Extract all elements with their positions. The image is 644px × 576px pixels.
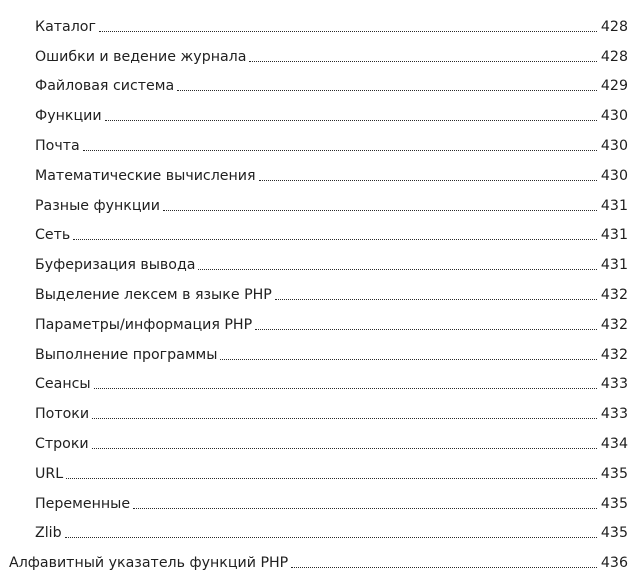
dot-leader	[198, 269, 597, 270]
toc-entry[interactable]	[0, 129, 644, 159]
dot-leader	[105, 120, 597, 121]
dot-leader	[66, 478, 597, 479]
toc-page-number: 432	[600, 346, 628, 363]
dot-leader	[275, 299, 597, 300]
toc-entry[interactable]	[0, 427, 644, 457]
toc-entry-title: Файловая система	[35, 78, 175, 95]
dot-leader	[99, 31, 597, 32]
dot-leader	[94, 388, 597, 389]
toc-entry-title: Строки	[35, 435, 89, 452]
dot-leader	[65, 537, 597, 538]
toc-page-number: 430	[600, 167, 628, 184]
toc-entry[interactable]	[0, 248, 644, 278]
dot-leader	[133, 508, 597, 509]
toc-entry[interactable]	[0, 219, 644, 249]
toc-entry[interactable]	[0, 278, 644, 308]
dot-leader	[163, 210, 597, 211]
toc-page-number: 428	[600, 48, 628, 65]
toc-page-number: 430	[600, 137, 628, 154]
dot-leader	[220, 359, 597, 360]
toc-page-number: 434	[600, 435, 628, 452]
toc-entry-title: Переменные	[35, 495, 131, 512]
toc-page-number: 435	[600, 495, 628, 512]
table-of-contents	[0, 10, 644, 576]
toc-entry[interactable]	[0, 159, 644, 189]
toc-entry-title: Параметры/информация PHP	[35, 316, 253, 333]
toc-page-number: 433	[600, 406, 628, 423]
dot-leader	[92, 448, 597, 449]
toc-entry-title: Сеть	[35, 227, 71, 244]
dot-leader	[291, 567, 597, 568]
toc-entry[interactable]	[0, 368, 644, 398]
toc-page-number: 435	[600, 525, 628, 542]
toc-page-number: 436	[600, 555, 628, 572]
dot-leader	[73, 239, 597, 240]
toc-entry-title: Выделение лексем в языке PHP	[35, 286, 272, 303]
toc-page-number: 430	[600, 108, 628, 125]
toc-entry[interactable]	[0, 10, 644, 40]
toc-entry[interactable]	[0, 487, 644, 517]
dot-leader	[83, 150, 597, 151]
toc-page-number: 435	[600, 465, 628, 482]
toc-page-number: 433	[600, 376, 628, 393]
toc-entry-title: Ошибки и ведение журнала	[35, 48, 247, 65]
toc-page-number: 428	[600, 18, 628, 35]
toc-entry-title: Буферизация вывода	[35, 257, 196, 274]
toc-page-number: 429	[600, 78, 628, 95]
dot-leader	[255, 329, 597, 330]
dot-leader	[177, 90, 597, 91]
toc-entry[interactable]	[0, 99, 644, 129]
dot-leader	[249, 61, 597, 62]
toc-entry-title: Сеансы	[35, 376, 91, 393]
toc-entry[interactable]	[0, 397, 644, 427]
toc-entry-title: Zlib	[35, 525, 62, 542]
toc-entry[interactable]	[0, 70, 644, 100]
toc-entry-title: Потоки	[35, 406, 90, 423]
toc-entry[interactable]	[0, 457, 644, 487]
toc-page-number: 432	[600, 316, 628, 333]
toc-entry-title: Функции	[35, 108, 102, 125]
toc-entry[interactable]	[0, 189, 644, 219]
toc-entry[interactable]	[0, 517, 644, 547]
dot-leader	[92, 418, 597, 419]
dot-leader	[259, 180, 597, 181]
toc-entry[interactable]	[0, 40, 644, 70]
toc-entry-title: Почта	[35, 137, 80, 154]
toc-page-number: 431	[600, 197, 628, 214]
toc-page-number: 431	[600, 257, 628, 274]
toc-page-number: 432	[600, 286, 628, 303]
toc-entry-title: URL	[35, 465, 64, 482]
toc-page-number: 431	[600, 227, 628, 244]
toc-entry-title: Разные функции	[35, 197, 160, 214]
toc-entry[interactable]	[0, 338, 644, 368]
toc-entry[interactable]	[0, 308, 644, 338]
toc-entry-title: Каталог	[35, 18, 96, 35]
toc-entry-title: Выполнение программы	[35, 346, 218, 363]
toc-entry-title: Алфавитный указатель функций PHP	[9, 555, 289, 572]
toc-entry-title: Математические вычисления	[35, 167, 256, 184]
